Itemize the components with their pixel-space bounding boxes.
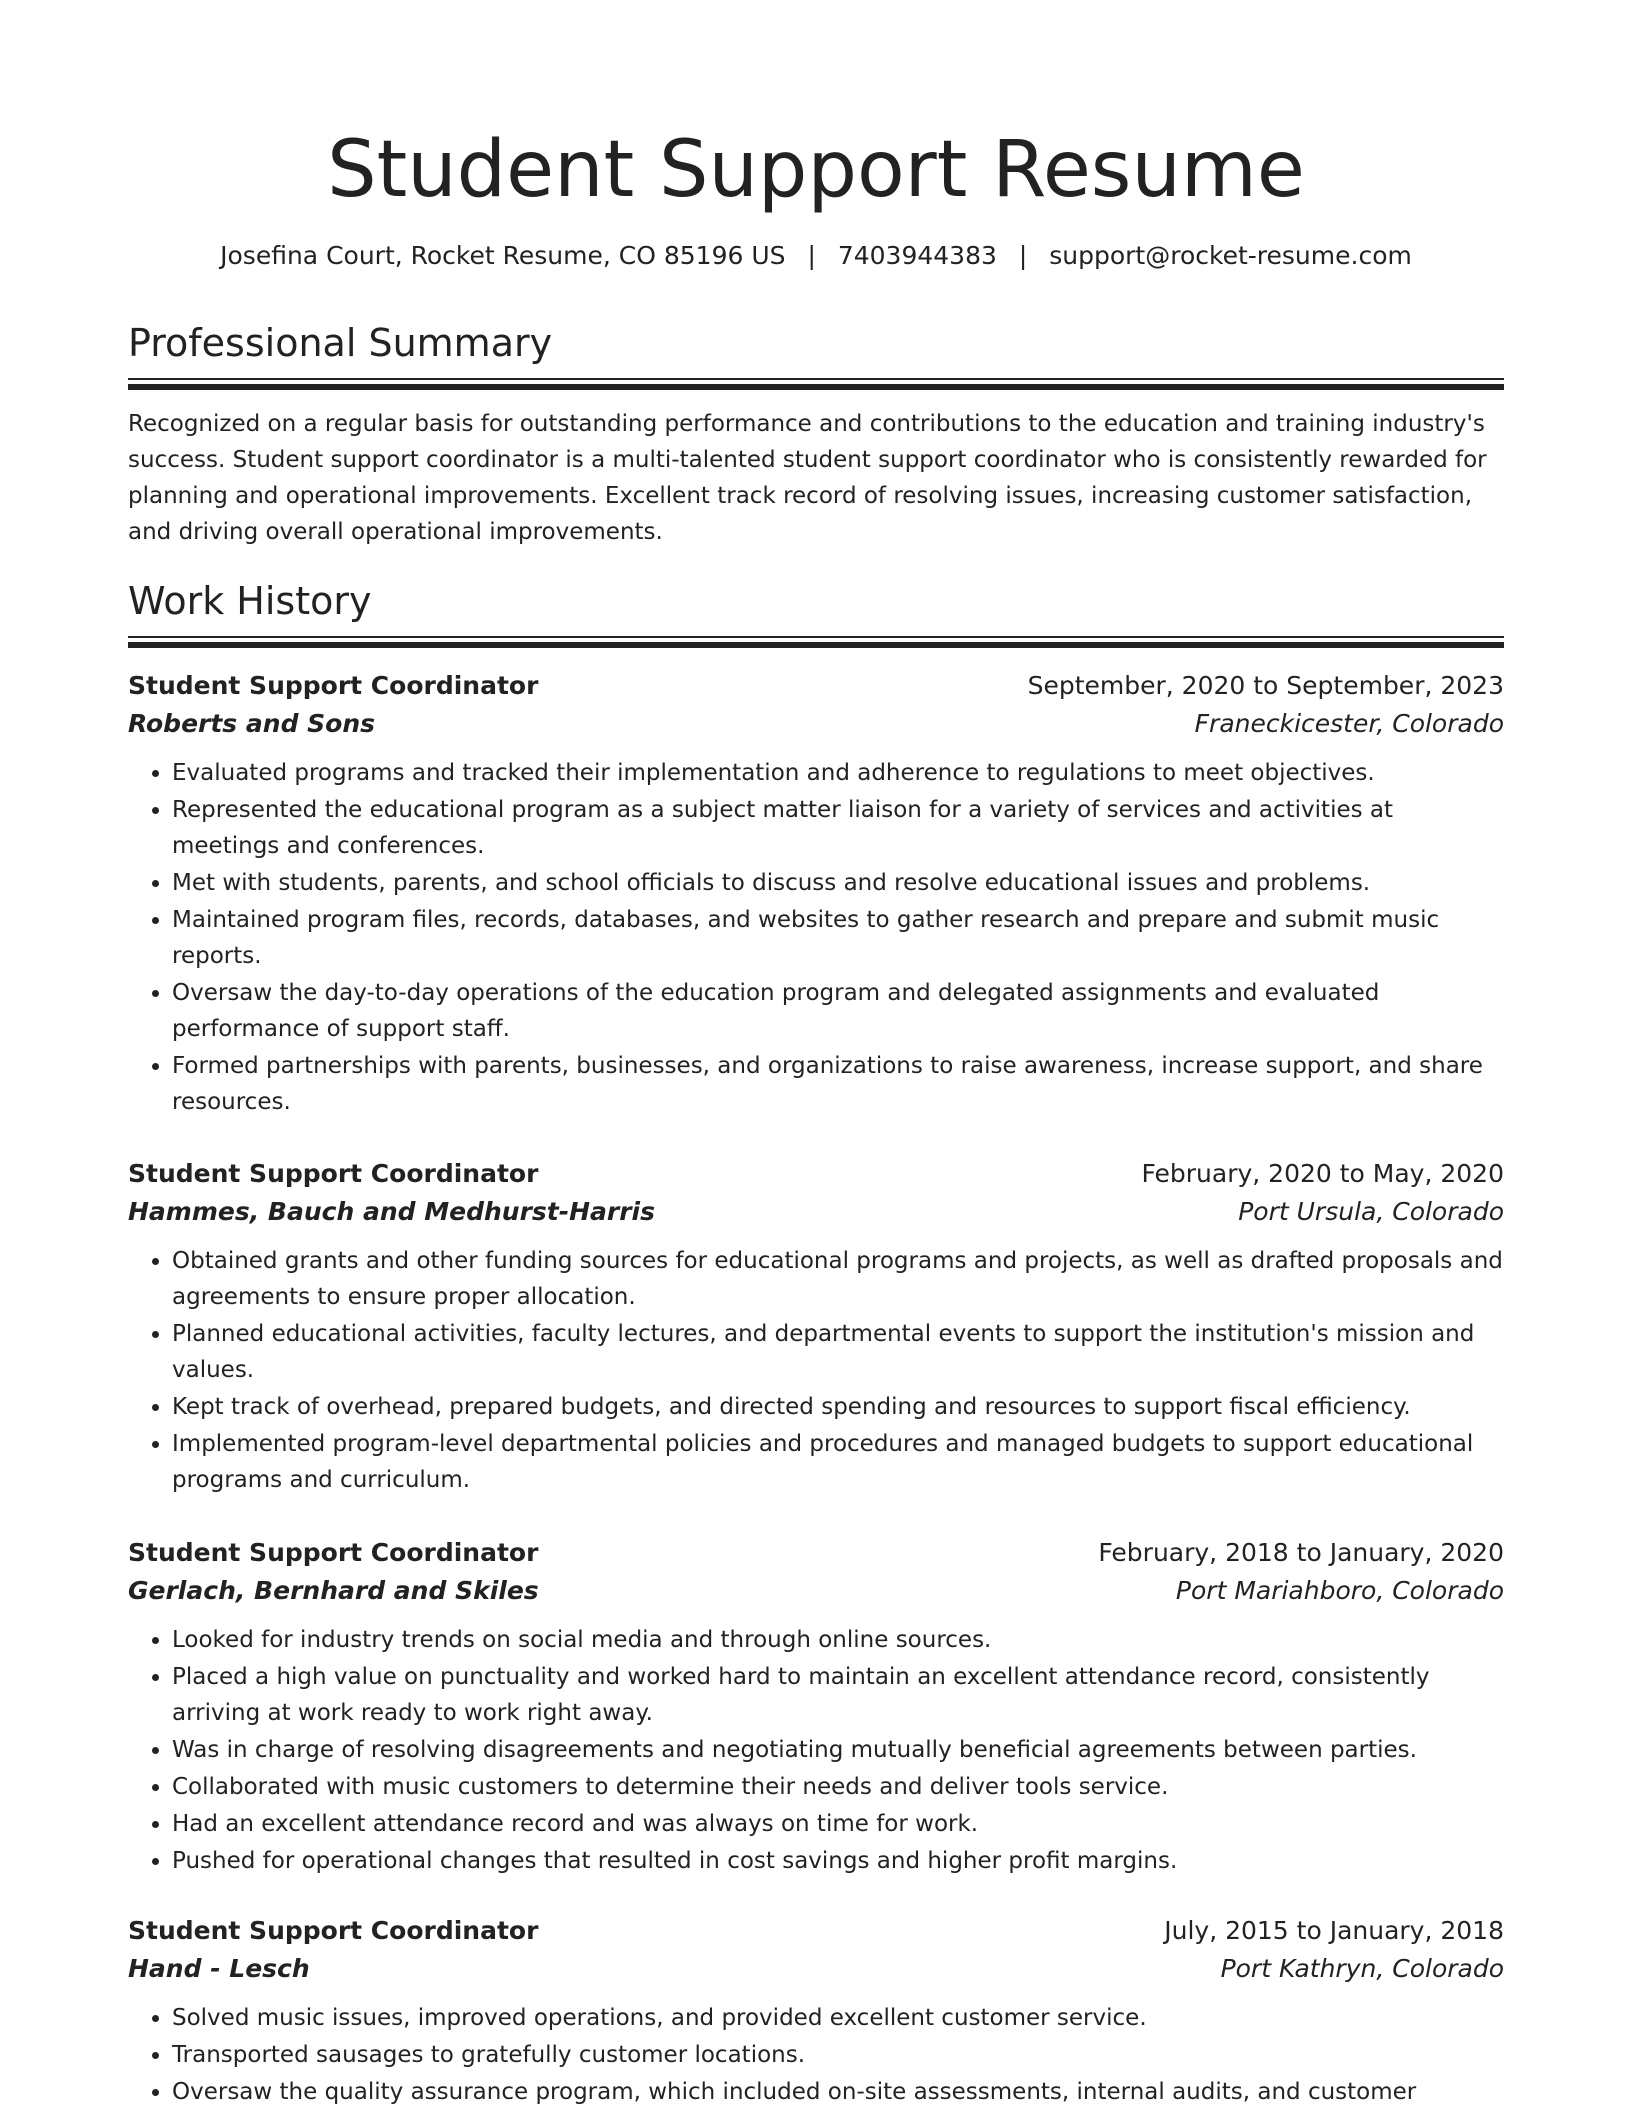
job-location: Port Ursula, Colorado	[1238, 1197, 1504, 1226]
job-title: Student Support Coordinator	[128, 1159, 539, 1188]
job-entry	[128, 667, 1504, 1121]
job-entry	[128, 1534, 1504, 1880]
list-item: • Solved music issues, improved operations, and provided excellent customer service.	[172, 2000, 1504, 2036]
job-company-row	[128, 705, 1504, 743]
list-item: • Met with students, parents, and school officials to discuss and resolve educational issues and problems.	[172, 865, 1504, 901]
job-bullets	[128, 2000, 1504, 2110]
contact-separator: |	[1018, 241, 1028, 270]
list-item: • Evaluated programs and tracked their implementation and adherence to regulations to meet objectives.	[172, 755, 1504, 791]
job-bullets	[128, 1622, 1504, 1879]
job-company-row	[128, 1572, 1504, 1610]
job-dates: July, 2015 to January, 2018	[1164, 1916, 1504, 1945]
section-divider	[128, 378, 1504, 380]
list-item: • Implemented program-level departmental policies and procedures and managed budgets to support educational programs and curriculum.	[172, 1426, 1504, 1498]
list-item: • Kept track of overhead, prepared budgets, and directed spending and resources to support fiscal efficiency.	[172, 1389, 1504, 1425]
list-item: • Oversaw the quality assurance program, which included on-site assessments, internal audits, and customer	[172, 2074, 1504, 2110]
list-item: • Formed partnerships with parents, businesses, and organizations to raise awareness, increase support, and share resources.	[172, 1048, 1504, 1120]
list-item: • Looked for industry trends on social media and through online sources.	[172, 1622, 1504, 1658]
work-history-section	[128, 576, 1504, 648]
section-divider-thick	[128, 384, 1504, 390]
job-bullets	[128, 755, 1504, 1120]
work-history-heading: Work History	[128, 579, 372, 623]
job-company: Gerlach, Bernhard and Skiles	[128, 1576, 539, 1605]
contact-phone: 7403944383	[837, 241, 997, 270]
job-dates: February, 2020 to May, 2020	[1141, 1159, 1504, 1188]
list-item: • Pushed for operational changes that resulted in cost savings and higher profit margins.	[172, 1843, 1504, 1879]
resume-title: Student Support Resume	[327, 125, 1305, 215]
job-company-row	[128, 1193, 1504, 1231]
job-entry	[128, 1912, 1504, 2111]
job-bullets	[128, 1243, 1504, 1498]
job-title: Student Support Coordinator	[128, 671, 539, 700]
job-dates: February, 2018 to January, 2020	[1098, 1538, 1504, 1567]
job-header-row	[128, 1534, 1504, 1572]
job-company-row	[128, 1950, 1504, 1988]
job-title: Student Support Coordinator	[128, 1538, 539, 1567]
list-item: • Was in charge of resolving disagreements and negotiating mutually beneficial agreements between parties.	[172, 1732, 1504, 1768]
section-divider	[128, 636, 1504, 638]
job-header-row	[128, 667, 1504, 705]
list-item: • Placed a high value on punctuality and worked hard to maintain an excellent attendance record, consistently arriving at work ready to work right away.	[172, 1659, 1504, 1731]
job-company: Hand - Lesch	[128, 1954, 310, 1983]
list-item: • Collaborated with music customers to determine their needs and deliver tools service.	[172, 1769, 1504, 1805]
job-location: Port Mariahboro, Colorado	[1175, 1576, 1504, 1605]
job-entry	[128, 1155, 1504, 1499]
summary-section	[128, 318, 1504, 550]
job-location: Port Kathryn, Colorado	[1220, 1954, 1504, 1983]
summary-text: Recognized on a regular basis for outstanding performance and contributions to the education and training industry's success. Student support coordinator is a multi-talented student support coordinator who is consistently rewarded for planning and operational improvements. Excellent track record of resolving issues, increasing customer satisfaction, and driving overall operational improvements.	[128, 411, 1487, 545]
contact-email: support@rocket-resume.com	[1049, 241, 1412, 270]
job-dates: September, 2020 to September, 2023	[1027, 671, 1504, 700]
job-company: Hammes, Bauch and Medhurst-Harris	[128, 1197, 656, 1226]
job-company: Roberts and Sons	[128, 709, 376, 738]
contact-separator: |	[807, 241, 816, 270]
list-item: • Planned educational activities, faculty lectures, and departmental events to support the institution's mission and values.	[172, 1316, 1504, 1388]
summary-heading: Professional Summary	[128, 321, 553, 365]
list-item: • Represented the educational program as a subject matter liaison for a variety of services and activities at meetings and conferences.	[172, 792, 1504, 864]
job-title: Student Support Coordinator	[128, 1916, 539, 1945]
contact-address: Josefina Court, Rocket Resume, CO 85196 US	[220, 241, 786, 270]
list-item: • Oversaw the day-to-day operations of the education program and delegated assignments and evaluated performance of support staff.	[172, 975, 1504, 1047]
list-item: • Maintained program files, records, databases, and websites to gather research and prepare and submit music reports.	[172, 902, 1504, 974]
list-item: • Obtained grants and other funding sources for educational programs and projects, as well as drafted proposals and agreements to ensure proper allocation.	[172, 1243, 1504, 1315]
job-location: Franeckicester, Colorado	[1194, 709, 1504, 738]
job-header-row	[128, 1912, 1504, 1950]
job-header-row	[128, 1155, 1504, 1193]
list-item: • Transported sausages to gratefully customer locations.	[172, 2037, 1504, 2073]
list-item: • Had an excellent attendance record and was always on time for work.	[172, 1806, 1504, 1842]
section-divider-thick	[128, 642, 1504, 648]
contact-line	[128, 236, 1504, 276]
